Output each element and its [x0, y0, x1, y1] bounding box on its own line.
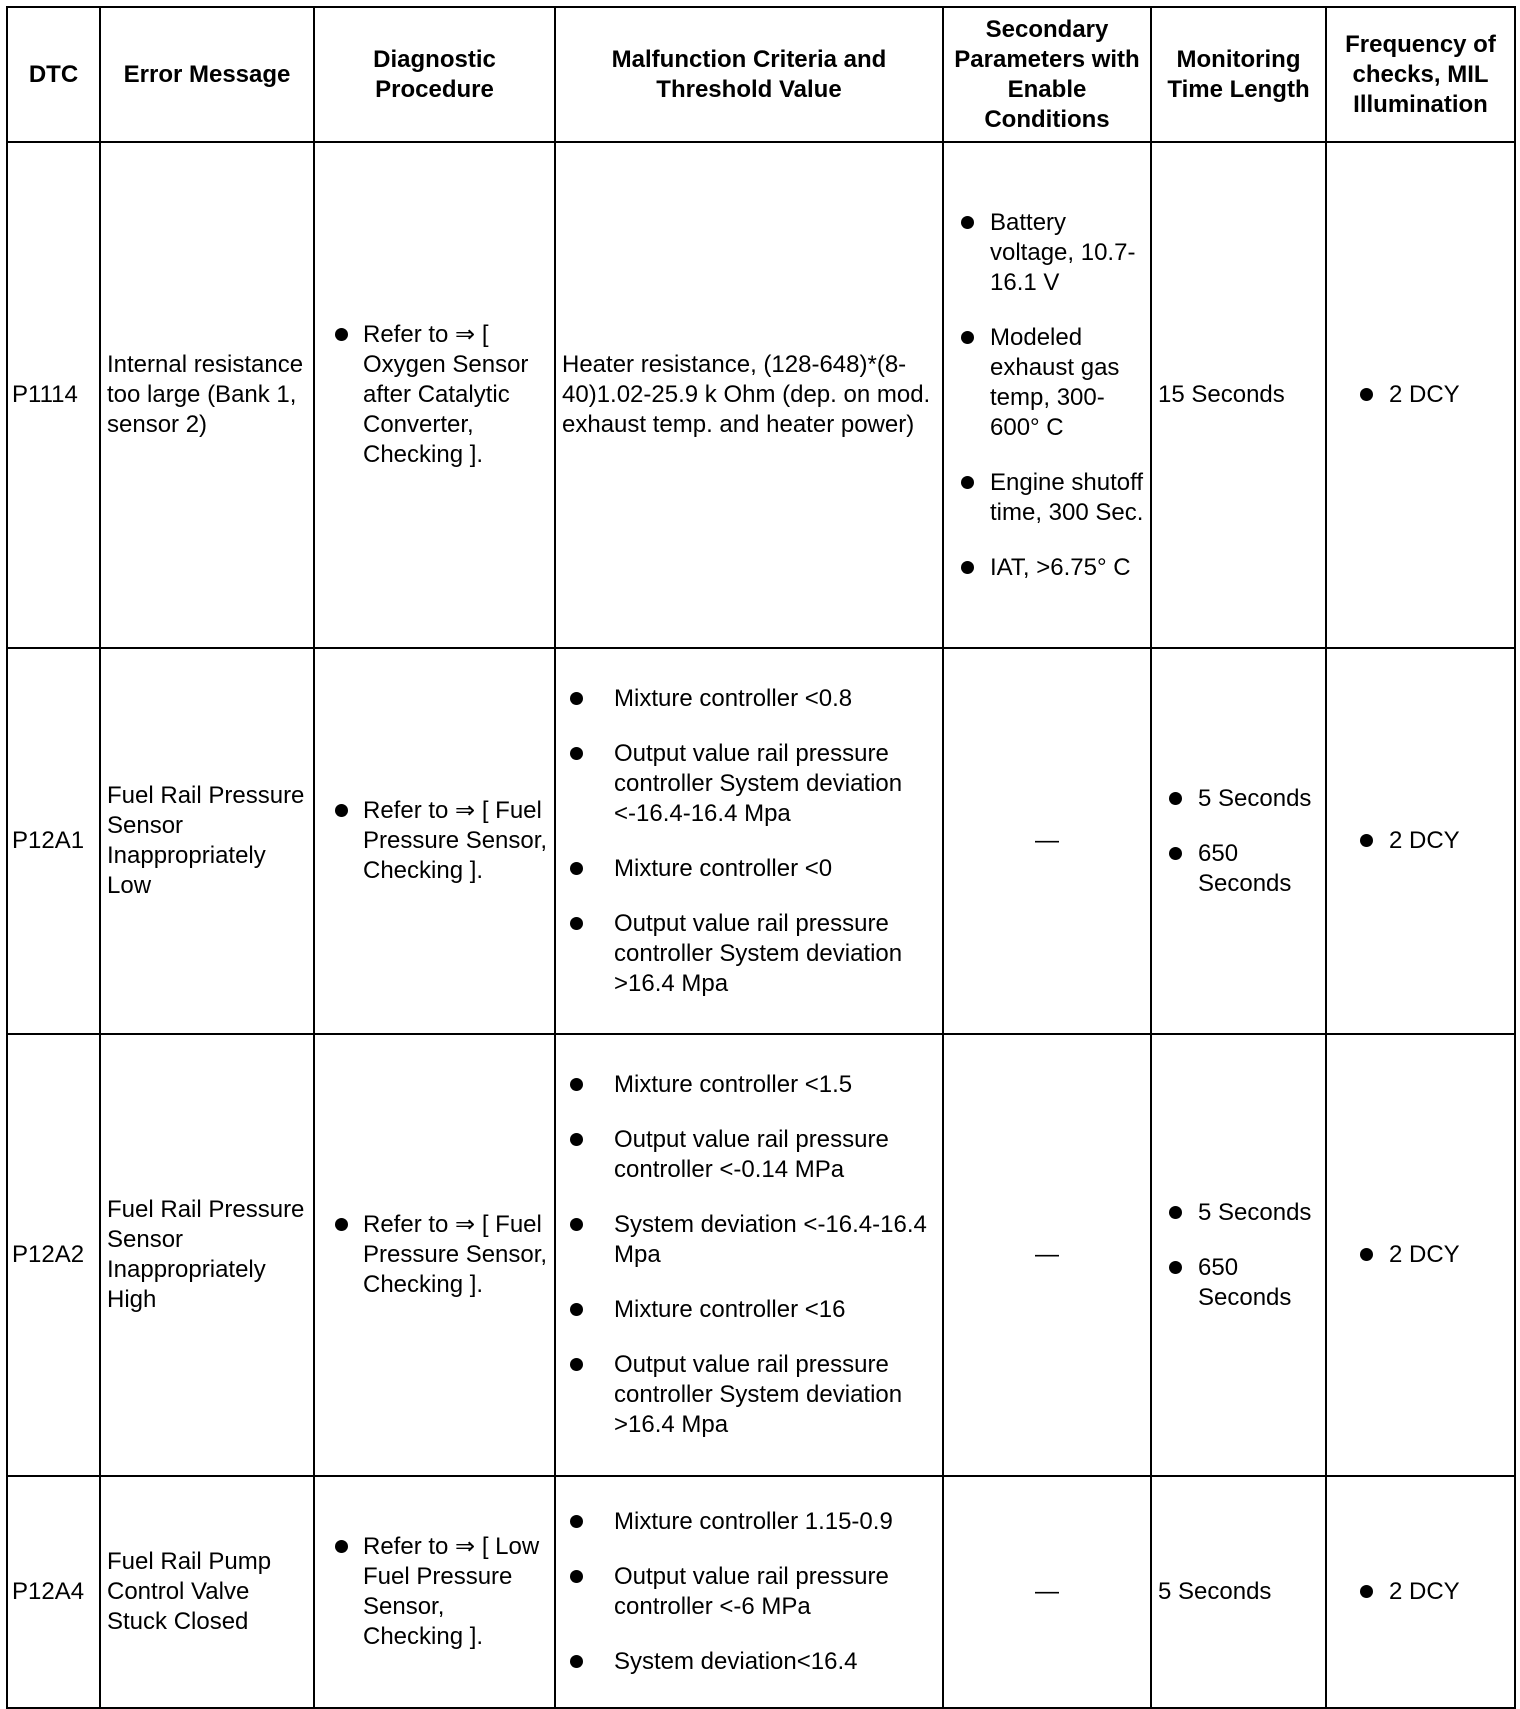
- list-item: Engine shutoff time, 300 Sec.: [950, 468, 1144, 528]
- frequency: [1326, 1476, 1515, 1708]
- secondary-parameters: —: [943, 1476, 1151, 1708]
- list-item: 5 Seconds: [1158, 784, 1319, 814]
- bullet-icon: [570, 917, 583, 930]
- bullet-icon: [1169, 792, 1182, 805]
- list-item: 2 DCY: [1349, 826, 1508, 856]
- list-item: Output value rail pressure controller <-6 MPa: [562, 1562, 936, 1622]
- bullet-icon: [961, 216, 974, 229]
- bullet-icon: [570, 1358, 583, 1371]
- bullet-icon: [570, 747, 583, 760]
- bullet-icon: [1360, 1248, 1373, 1261]
- bullet-icon: [961, 476, 974, 489]
- procedure-link-text[interactable]: Refer to ⇒ [ Fuel Pressure Sensor, Checking ].: [363, 797, 548, 884]
- diagnostic-procedure: [314, 1034, 555, 1476]
- dtc-code: P12A4: [7, 1476, 100, 1708]
- list-item: Battery voltage, 10.7-16.1 V: [950, 208, 1144, 298]
- list-item: Mixture controller <1.5: [562, 1070, 936, 1100]
- malfunction-criteria: Heater resistance, (128-648)*(8-40)1.02-25.9 k Ohm (dep. on mod. exhaust temp. and heater power): [555, 142, 943, 648]
- malfunction-criteria: [555, 648, 943, 1034]
- table-row: [7, 648, 1515, 1034]
- bullet-icon: [570, 1515, 583, 1528]
- dtc-table: [6, 6, 1516, 1709]
- procedure-link-text[interactable]: Refer to ⇒ [ Fuel Pressure Sensor, Checking ].: [363, 1211, 548, 1298]
- bullet-icon: [570, 862, 583, 875]
- monitoring-time: [1151, 648, 1326, 1034]
- bullet-icon: [961, 331, 974, 344]
- header-dtc: DTC: [7, 7, 100, 142]
- list-item: Modeled exhaust gas temp, 300-600° C: [950, 323, 1144, 443]
- list-item: 2 DCY: [1349, 1577, 1508, 1607]
- list-item: 650 Seconds: [1158, 1253, 1319, 1313]
- list-item: Output value rail pressure controller System deviation >16.4 Mpa: [562, 1350, 936, 1440]
- bullet-icon: [570, 1655, 583, 1668]
- bullet-icon: [570, 1570, 583, 1583]
- frequency: [1326, 1034, 1515, 1476]
- header-monitoring-time: Monitoring Time Length: [1151, 7, 1326, 142]
- bullet-icon: [1169, 1261, 1182, 1274]
- header-diagnostic-procedure: Diagnostic Procedure: [314, 7, 555, 142]
- diagnostic-procedure: [314, 1476, 555, 1708]
- bullet-icon: [1169, 1206, 1182, 1219]
- bullet-icon: [570, 1133, 583, 1146]
- malfunction-criteria: [555, 1476, 943, 1708]
- bullet-icon: [570, 1303, 583, 1316]
- header-malfunction-criteria: Malfunction Criteria and Threshold Value: [555, 7, 943, 142]
- bullet-icon: [335, 328, 348, 341]
- error-message: Internal resistance too large (Bank 1, sensor 2): [100, 142, 314, 648]
- error-message: Fuel Rail Pressure Sensor Inappropriately Low: [100, 648, 314, 1034]
- bullet-icon: [335, 1218, 348, 1231]
- dtc-code: P12A2: [7, 1034, 100, 1476]
- list-item: Output value rail pressure controller System deviation >16.4 Mpa: [562, 909, 936, 999]
- frequency: [1326, 648, 1515, 1034]
- list-item: Mixture controller <0: [562, 854, 936, 884]
- bullet-icon: [1169, 847, 1182, 860]
- list-item: Output value rail pressure controller System deviation <-16.4-16.4 Mpa: [562, 739, 936, 829]
- list-item: System deviation <-16.4-16.4 Mpa: [562, 1210, 936, 1270]
- monitoring-time: 15 Seconds: [1151, 142, 1326, 648]
- procedure-item[interactable]: [321, 320, 548, 470]
- procedure-link-text[interactable]: Refer to ⇒ [ Oxygen Sensor after Catalytic Converter, Checking ].: [363, 321, 529, 468]
- table-row: [7, 1476, 1515, 1708]
- table-row: [7, 1034, 1515, 1476]
- dtc-code: P12A1: [7, 648, 100, 1034]
- list-item: 650 Seconds: [1158, 839, 1319, 899]
- error-message: Fuel Rail Pressure Sensor Inappropriately High: [100, 1034, 314, 1476]
- malfunction-criteria: [555, 1034, 943, 1476]
- secondary-parameters: —: [943, 648, 1151, 1034]
- dtc-code: P1114: [7, 142, 100, 648]
- procedure-link-text[interactable]: Refer to ⇒ [ Low Fuel Pressure Sensor, Checking ].: [363, 1533, 540, 1650]
- header-row: [7, 7, 1515, 142]
- header-frequency: Frequency of checks, MIL Illumination: [1326, 7, 1515, 142]
- list-item: 2 DCY: [1349, 1240, 1508, 1270]
- list-item: System deviation<16.4: [562, 1647, 936, 1677]
- monitoring-time: [1151, 1034, 1326, 1476]
- diagnostic-procedure: [314, 648, 555, 1034]
- bullet-icon: [570, 692, 583, 705]
- bullet-icon: [961, 561, 974, 574]
- list-item: 2 DCY: [1349, 380, 1508, 410]
- bullet-icon: [570, 1218, 583, 1231]
- bullet-icon: [1360, 834, 1373, 847]
- error-message: Fuel Rail Pump Control Valve Stuck Closed: [100, 1476, 314, 1708]
- secondary-parameters: [943, 142, 1151, 648]
- table-row: [7, 142, 1515, 648]
- secondary-parameters: —: [943, 1034, 1151, 1476]
- list-item: Output value rail pressure controller <-0.14 MPa: [562, 1125, 936, 1185]
- procedure-item[interactable]: [321, 796, 548, 886]
- header-secondary-parameters: Secondary Parameters with Enable Conditions: [943, 7, 1151, 142]
- bullet-icon: [335, 1540, 348, 1553]
- header-error-message: Error Message: [100, 7, 314, 142]
- list-item: Mixture controller <0.8: [562, 684, 936, 714]
- bullet-icon: [1360, 388, 1373, 401]
- list-item: Mixture controller <16: [562, 1295, 936, 1325]
- list-item: 5 Seconds: [1158, 1198, 1319, 1228]
- frequency: [1326, 142, 1515, 648]
- procedure-item[interactable]: [321, 1210, 548, 1300]
- bullet-icon: [570, 1078, 583, 1091]
- monitoring-time: 5 Seconds: [1151, 1476, 1326, 1708]
- bullet-icon: [335, 804, 348, 817]
- diagnostic-procedure: [314, 142, 555, 648]
- list-item: IAT, >6.75° C: [950, 553, 1144, 583]
- list-item: Mixture controller 1.15-0.9: [562, 1507, 936, 1537]
- bullet-icon: [1360, 1585, 1373, 1598]
- procedure-item[interactable]: [321, 1532, 548, 1652]
